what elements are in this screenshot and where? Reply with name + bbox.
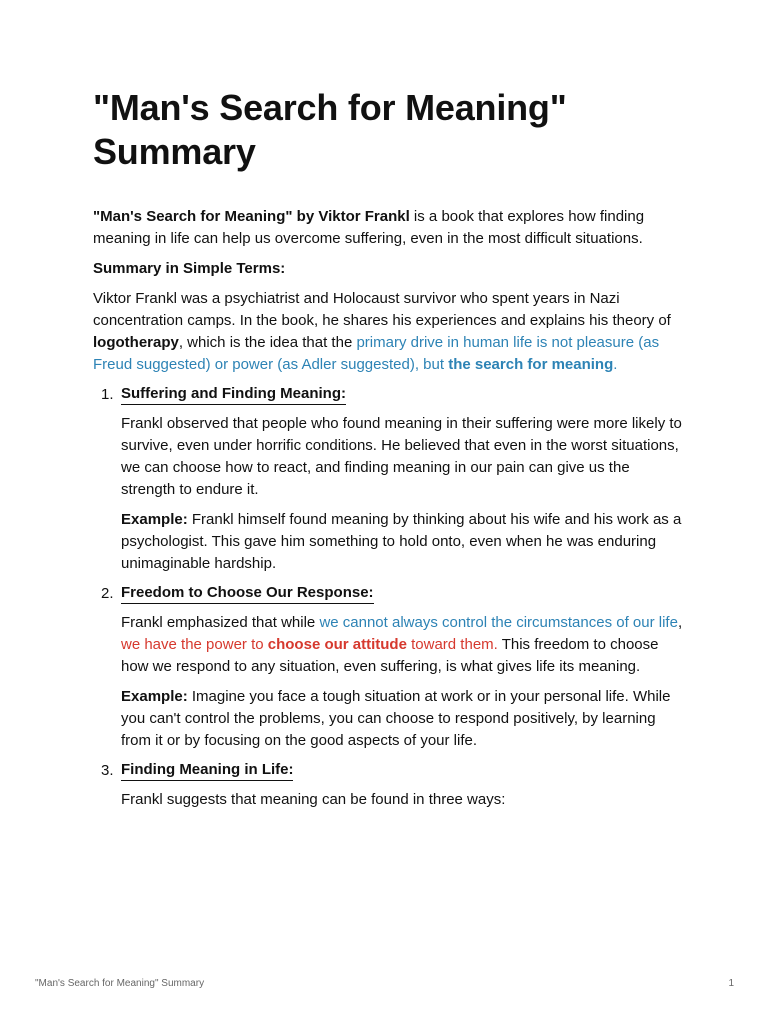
body-blue-highlight: we cannot always control the circumstances of our life bbox=[319, 614, 678, 631]
page-number: 1 bbox=[728, 978, 734, 989]
document-page bbox=[93, 86, 683, 819]
list-item bbox=[93, 384, 683, 575]
list-item-body: Frankl suggests that meaning can be found in three ways: bbox=[121, 791, 506, 808]
list-item-heading: Finding Meaning in Life: bbox=[121, 760, 293, 781]
summary-label: Summary in Simple Terms: bbox=[93, 260, 286, 277]
summary-text-1: Viktor Frankl was a psychiatrist and Holocaust survivor who spent years in Nazi concentration camps. In the book, he shares his experiences and explains his theory of bbox=[93, 290, 671, 329]
list-item-body bbox=[121, 612, 683, 678]
example-label: Example: bbox=[121, 511, 188, 528]
body-comma: , bbox=[677, 614, 683, 631]
list-number: 1. bbox=[101, 386, 114, 403]
body-text-start: Frankl emphasized that while bbox=[121, 614, 320, 631]
list-number: 3. bbox=[101, 762, 114, 779]
body-red-highlight-2: toward them. bbox=[406, 636, 498, 653]
intro-paragraph bbox=[93, 206, 683, 250]
intro-bold-text: "Man's Search for Meaning" by Viktor Frankl bbox=[93, 208, 410, 225]
list-item-example bbox=[121, 509, 683, 575]
summary-highlight-1: primary drive in human life is not pleasure (as Freud suggested) or power (as Adler suggested), but bbox=[93, 334, 660, 373]
list-item-example bbox=[121, 686, 683, 752]
intro-text: is a book that explores how finding meaning in life can help us overcome suffering, even in the most difficult situations. bbox=[93, 208, 645, 247]
body-text-end: This freedom to choose how we respond to any situation, even suffering, is what gives life its meaning. bbox=[121, 636, 659, 675]
logotherapy-term: logotherapy bbox=[93, 334, 179, 351]
list-number: 2. bbox=[101, 585, 114, 602]
example-text: Imagine you face a tough situation at work or in your personal life. While you can't control the problems, you can choose to respond positively, by learning from it or by focusing on the good aspects of your life. bbox=[121, 688, 671, 749]
page-title: "Man's Search for Meaning" Summary bbox=[93, 87, 567, 172]
footer-title: "Man's Search for Meaning" Summary bbox=[35, 978, 205, 989]
example-text: Frankl himself found meaning by thinking about his wife and his work as a psychologist. This gave him something to hold onto, even when he was enduring unimaginable hardship. bbox=[121, 511, 682, 572]
list-item bbox=[93, 583, 683, 752]
list-item-heading: Freedom to Choose Our Response: bbox=[121, 583, 374, 604]
example-label: Example: bbox=[121, 688, 188, 705]
numbered-list bbox=[93, 384, 683, 811]
body-red-highlight-1: we have the power to bbox=[121, 636, 268, 653]
summary-paragraph bbox=[93, 288, 683, 376]
list-item bbox=[93, 760, 683, 811]
summary-highlight-2: . bbox=[613, 356, 618, 373]
list-item-body: Frankl observed that people who found meaning in their suffering were more likely to survive, even under horrific conditions. He believed that even in the worst situations, we can choose how to react, and finding meaning in our pain can give us the strength to endure it. bbox=[121, 415, 682, 498]
summary-highlight-bold: the search for meaning bbox=[448, 356, 614, 373]
body-red-bold: choose our attitude bbox=[267, 636, 407, 653]
summary-text-2: , which is the idea that the bbox=[178, 334, 357, 351]
list-item-heading: Suffering and Finding Meaning: bbox=[121, 384, 346, 405]
